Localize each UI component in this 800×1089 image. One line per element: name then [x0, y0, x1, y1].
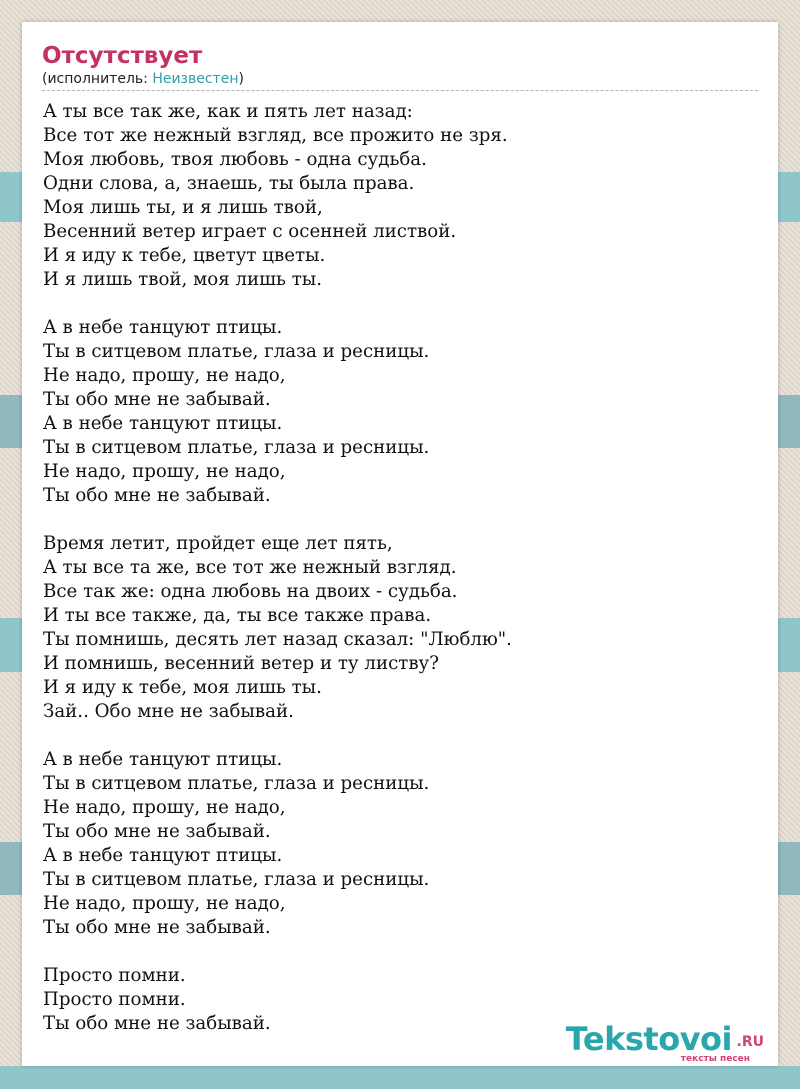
song-title: Отсутствует — [42, 43, 203, 69]
lyric-line: А в небе танцуют птицы. — [43, 413, 283, 434]
lyric-line: Ты обо мне не забывай. — [43, 485, 271, 506]
lyric-line: И ты все также, да, ты все также права. — [43, 605, 432, 626]
lyric-line: Ты помнишь, десять лет назад сказал: "Люблю". — [43, 629, 512, 650]
lyric-line: Все тот же нежный взгляд, все прожито не зря. — [43, 125, 508, 146]
watermark-tld: .RU — [736, 1034, 764, 1050]
lyrics-stanza — [43, 100, 758, 292]
lyric-line: Не надо, прошу, не надо, — [43, 893, 286, 914]
lyrics-card — [22, 22, 778, 1066]
lyric-line: Моя любовь, твоя любовь - одна судьба. — [43, 149, 427, 170]
artist-suffix: ) — [238, 71, 244, 87]
lyric-line: И я иду к тебе, моя лишь ты. — [43, 677, 322, 698]
lyrics-text — [43, 100, 758, 1060]
lyric-line: Весенний ветер играет с осенней листвой. — [43, 221, 457, 242]
artist-link[interactable]: Неизвестен — [152, 71, 239, 87]
lyrics-stanza — [43, 532, 758, 724]
lyric-line: Ты обо мне не забывай. — [43, 389, 271, 410]
lyric-line: Не надо, прошу, не надо, — [43, 365, 286, 386]
site-watermark — [560, 1021, 770, 1065]
lyrics-stanza — [43, 316, 758, 508]
lyric-line: Ты в ситцевом платье, глаза и ресницы. — [43, 341, 430, 362]
lyric-line: Моя лишь ты, и я лишь твой, — [43, 197, 323, 218]
lyric-line: А ты все так же, как и пять лет назад: — [43, 101, 413, 122]
lyric-line: Ты в ситцевом платье, глаза и ресницы. — [43, 437, 430, 458]
lyric-line: Одни слова, а, знаешь, ты была права. — [43, 173, 415, 194]
lyric-line: Ты в ситцевом платье, глаза и ресницы. — [43, 773, 430, 794]
lyric-line: Все так же: одна любовь на двоих - судьба. — [43, 581, 458, 602]
lyrics-stanza — [43, 748, 758, 940]
lyric-line: И помнишь, весенний ветер и ту листву? — [43, 653, 440, 674]
lyric-line: Ты обо мне не забывай. — [43, 917, 271, 938]
lyric-line: И я иду к тебе, цветут цветы. — [43, 245, 326, 266]
watermark-brand: Tekstovoi — [565, 1020, 732, 1058]
lyric-line: Не надо, прошу, не надо, — [43, 461, 286, 482]
lyric-line: Ты в ситцевом платье, глаза и ресницы. — [43, 869, 430, 890]
song-header — [42, 42, 758, 91]
lyric-line: Не надо, прошу, не надо, — [43, 797, 286, 818]
lyric-line: А в небе танцуют птицы. — [43, 749, 283, 770]
lyric-line: А в небе танцуют птицы. — [43, 845, 283, 866]
lyric-line: И я лишь твой, моя лишь ты. — [43, 269, 323, 290]
lyric-line: Зай.. Обо мне не забывай. — [43, 701, 294, 722]
lyric-line: Ты обо мне не забывай. — [43, 821, 271, 842]
lyric-line: А в небе танцуют птицы. — [43, 317, 283, 338]
lyric-line: Просто помни. — [43, 965, 186, 986]
artist-line — [42, 70, 758, 88]
lyric-line: Просто помни. — [43, 989, 186, 1010]
lyric-line: Время летит, пройдет еще лет пять, — [43, 533, 393, 554]
lyric-line: А ты все та же, все тот же нежный взгляд. — [43, 557, 457, 578]
watermark-tagline: тексты песен — [680, 1054, 750, 1064]
lyric-line: Ты обо мне не забывай. — [43, 1013, 271, 1034]
artist-prefix: (исполнитель: — [42, 71, 153, 87]
